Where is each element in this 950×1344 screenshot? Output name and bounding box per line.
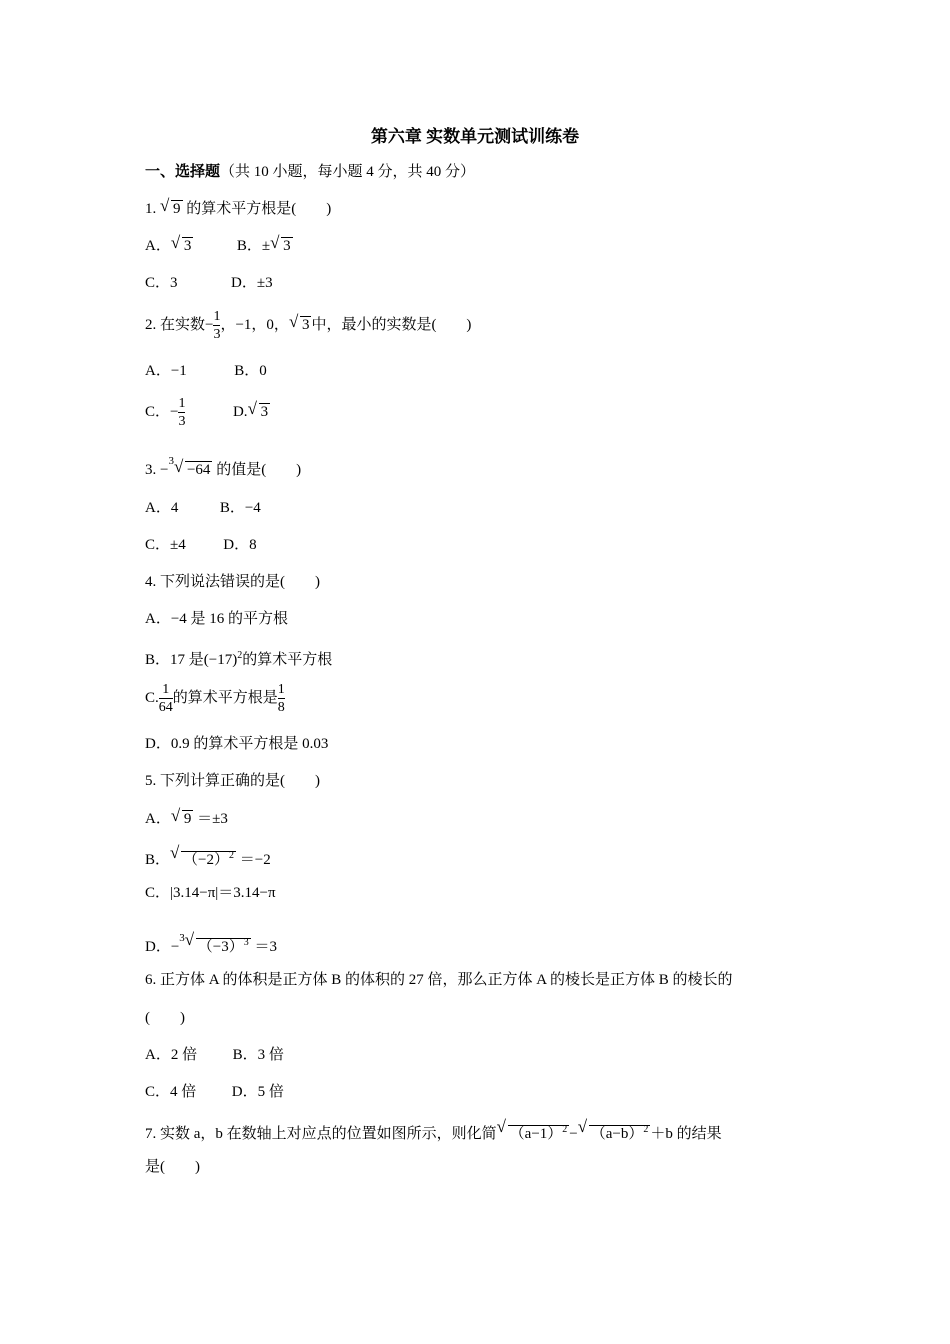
q7-post: ＋b 的结果 [650,1126,722,1142]
q2-d-sqrt: √ 3 [247,399,269,420]
q6-a: A．2 倍 [145,1047,198,1063]
question-1-options-ab [145,233,293,256]
q3-cbrt: √ −64 [173,457,211,478]
q3-pre: 3. − [145,462,169,478]
q4-c-fraction-1: $\frac{1}{64}$ [158,682,173,716]
q4-b-post: 的算术平方根 [242,652,333,668]
q3-d: D．8 [223,537,257,553]
question-6-stem: 6. 正方体 A 的体积是正方体 B 的体积的 27 倍，那么正方体 A 的棱长是正方体 B 的棱长的 [145,972,733,988]
q3-root-index: 3 [168,455,174,467]
section-head: 一、选择题 [145,164,221,180]
q4-b-pre: B．17 是(−17) [145,652,238,668]
q2-post: 中，最小的实数是( ) [311,317,472,333]
question-7-line2: 是( ) [145,1159,200,1175]
section-note: （共 10 小题，每小题 4 分，共 40 分） [220,164,476,180]
q5-a-label: A． [145,811,171,827]
question-7-stem [145,1117,722,1144]
question-4-option-a: A．−4 是 16 的平方根 [145,611,289,627]
q2-a: A．−1 [145,363,187,379]
question-5-option-a [145,806,228,829]
q1-a-label: A． [145,238,171,254]
section-heading [145,162,475,182]
q6-d: D．5 倍 [231,1084,284,1100]
question-1-options-cd [145,273,273,293]
q3-c: C．±4 [145,537,186,553]
q2-d-label: D. [232,404,248,420]
q2-pre: 2. 在实数− [145,317,214,333]
q5-d-post: ＝3 [254,939,278,955]
q1-d: D．±3 [231,275,273,291]
question-3-options-cd [145,535,257,555]
q1-a-sqrt: √ 3 [170,233,192,254]
question-4-option-d: D．0.9 的算术平方根是 0.03 [145,736,329,752]
q2-c-label: C．− [145,404,179,420]
q3-post: 的值是( ) [216,462,302,478]
question-5-option-c: C．|3.14−π|＝3.14−π [145,885,276,901]
q5-d-label: D．− [145,939,180,955]
question-6-options-ab [145,1045,284,1065]
question-3-options-ab [145,498,261,518]
q7-sqrt-1: √ $(a-1)^2$ [496,1117,568,1142]
question-4-stem: 4. 下列说法错误的是( ) [145,574,320,590]
q6-c: C．4 倍 [145,1084,197,1100]
q3-a: A．4 [145,500,179,516]
q5-d-root-index: 3 [179,932,185,944]
q2-fraction: $\frac{1}{3}$ [213,309,221,343]
question-6-options-cd [145,1082,284,1102]
q5-b-post: ＝−2 [239,852,271,868]
q2-c-fraction: $\frac{1}{3}$ [178,396,186,430]
question-2-options-cd [145,394,270,430]
question-4-option-c [145,680,285,716]
q2-b: B．0 [234,363,267,379]
question-3-stem [145,455,302,481]
q4-b-sup: 2 [237,650,243,661]
page-title: 第六章 实数单元测试训练卷 [370,127,580,146]
q5-b-sqrt: √ $(-2)^2$ [170,843,234,868]
question-1-stem [145,196,332,219]
q4-c-label: C. [145,690,159,706]
q1-b-sqrt: √ 3 [270,233,291,254]
question-5-stem: 5. 下列计算正确的是( ) [145,773,320,789]
q1-num: 1. [145,201,157,217]
q4-c-fraction-2: $\frac{1}{8}$ [277,682,285,716]
q7-sqrt-2: √ $(a-b)^2$ [577,1117,649,1142]
q5-b-label: B． [145,852,171,868]
question-5-option-b [145,843,271,870]
q1-sqrt: √ 9 [160,196,181,217]
q7-mid: − [569,1126,578,1142]
q6-b: B．3 倍 [232,1047,284,1063]
question-2-stem [145,307,471,343]
q2-sqrt: √ 3 [288,312,310,333]
question-6-paren: ( ) [145,1010,185,1026]
q5-d-cbrt: √ $(-3)^3$ [184,930,249,955]
q4-c-mid: 的算术平方根是 [172,690,278,706]
question-2-options-ab [145,361,267,381]
q1-b-label: B．± [236,238,271,254]
q1-text: 的算术平方根是( ) [186,201,332,217]
q3-b: B．−4 [219,500,261,516]
question-5-option-d [145,930,278,958]
q1-c: C．3 [145,275,178,291]
q7-pre: 7. 实数 a，b 在数轴上对应点的位置如图所示，则化简 [145,1126,497,1142]
q2-mid: ，−1，0， [220,317,289,333]
q5-a-post: ＝±3 [197,811,228,827]
q5-a-sqrt: √ 9 [170,806,192,827]
question-4-option-b [145,646,332,670]
